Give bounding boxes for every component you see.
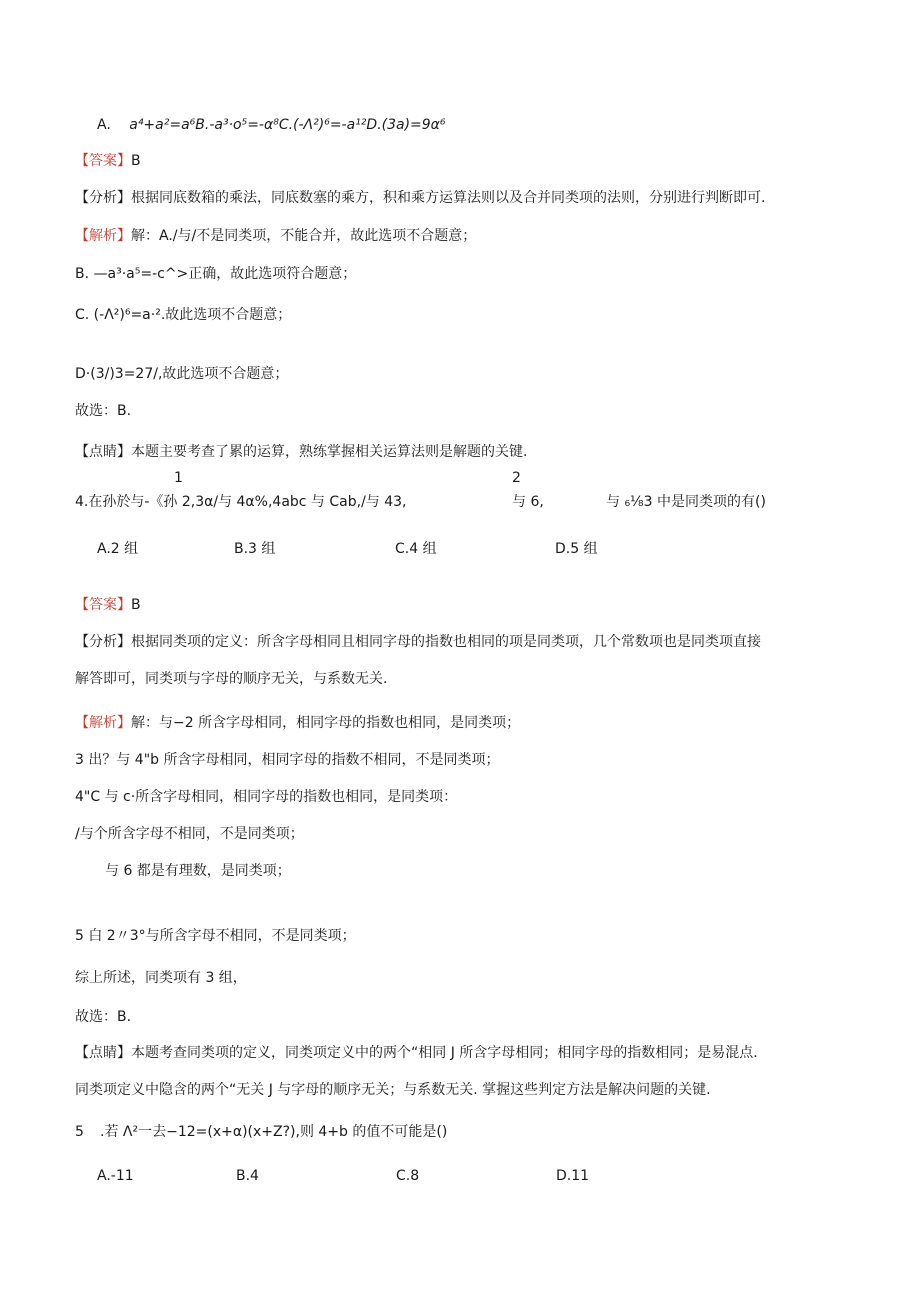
q4-solution-line-2: 3 出？与 4"b 所含字母相同，相同字母的指数不相同，不是同类项； <box>75 752 500 768</box>
q3-c-line: C. (-Λ²)⁶=a·².故此选项不合题意； <box>75 307 292 323</box>
q5-option-c: C.8 <box>396 1168 420 1184</box>
q4-option-b: B.3 组 <box>234 541 276 557</box>
comment-text: 本题主要考查了累的运算，熟练掌握相关运算法则是解题的关键. <box>131 444 528 460</box>
q4-solution-line-5: 与 6 都是有理数，是同类项； <box>105 863 291 879</box>
q3-options-line <box>97 115 446 135</box>
answer-value: B <box>131 597 141 613</box>
analysis-text: 根据同类项的定义：所含字母相同且相同字母的指数也相同的项是同类项，几个常数项也是同类项直接 <box>131 634 761 650</box>
solution-tag: 【解析】 <box>75 715 131 731</box>
q5-option-d: D.11 <box>556 1168 590 1184</box>
q4-solution-line-7: 综上所述，同类项有 3 组， <box>75 970 247 986</box>
answer-tag: 【答案】 <box>75 153 131 169</box>
answer-tag: 【答案】 <box>75 597 131 613</box>
q4-superscript-2: 2 <box>512 470 521 486</box>
q5-option-a: A.-11 <box>97 1168 134 1184</box>
q4-option-d: D.5 组 <box>555 541 598 557</box>
q5-number: 5 <box>75 1124 84 1140</box>
q3-d-line: D·(3/)3=27/,故此选项不合题意； <box>75 366 289 382</box>
q4-option-a: A.2 组 <box>97 541 139 557</box>
q3-choose: 故选：B. <box>75 403 132 419</box>
solution-tag: 【解析】 <box>75 228 131 244</box>
q4-option-c: C.4 组 <box>395 541 437 557</box>
q3-answer <box>75 151 141 171</box>
solution-text: 解：A./与/不是同类项，不能合并，故此选项不合题意； <box>131 228 477 244</box>
q4-choose: 故选：B. <box>75 1009 132 1025</box>
q3-analysis <box>75 188 765 208</box>
q3-options-text: a⁴+a²=a⁶B.-a³·o⁵=-α⁸C.(-Λ²)⁶=-a¹²D.(3a)=9α⁶ <box>129 117 446 133</box>
q4-comment-line-1 <box>75 1043 758 1063</box>
analysis-text: 根据同底数箱的乘法，同底数塞的乘方，积和乘方运算法则以及合并同类项的法则，分别进行判断即可. <box>131 190 766 206</box>
comment-text: 本题考查同类项的定义，同类项定义中的两个“相同 J 所含字母相同；相同字母的指数相同；是易混点. <box>131 1045 758 1061</box>
answer-value: B <box>131 153 141 169</box>
q4-answer <box>75 595 141 615</box>
q4-stem-part-3: 与 ₆⅛3 中是同类项的有() <box>606 494 766 510</box>
q4-stem-part-1: 4.在孙於与-《孙 2,3α/与 4α%,4abc 与 Cab,/与 43, <box>75 494 407 510</box>
q4-superscript-1: 1 <box>174 470 183 486</box>
q4-solution-line-3: 4"C 与 c·所含字母相同，相同字母的指数也相同，是同类项： <box>75 789 458 805</box>
analysis-tag: 【分析】 <box>75 190 131 206</box>
q3-comment <box>75 442 527 462</box>
q4-solution <box>75 713 520 733</box>
q3-b-line: B. —a³·a⁵=-c^>正确，故此选项符合题意； <box>75 266 357 282</box>
q4-analysis-line-1 <box>75 632 761 652</box>
comment-tag: 【点睛】 <box>75 1045 131 1061</box>
q5-option-b: B.4 <box>236 1168 259 1184</box>
q3-options-label: A. <box>97 117 111 133</box>
q5-stem: .若 Λ²一去−12=(x+α)(x+Z?),则 4+b 的值不可能是() <box>100 1124 448 1140</box>
q4-comment-line-2: 同类项定义中隐含的两个“无关 J 与字母的顺序无关；与系数无关. 掌握这些判定方法是解决问题的关键. <box>75 1082 711 1098</box>
q4-solution-line-6: 5 白 2〃3°与所含字母不相同，不是同类项； <box>75 928 356 944</box>
q4-stem-part-2: 与 6, <box>512 494 544 510</box>
solution-text: 解：与−2 所含字母相同，相同字母的指数也相同，是同类项； <box>131 715 521 731</box>
q3-solution <box>75 226 476 246</box>
comment-tag: 【点睛】 <box>75 444 131 460</box>
analysis-tag: 【分析】 <box>75 634 131 650</box>
q4-analysis-line-2: 解答即可，同类项与字母的顺序无关，与系数无关. <box>75 671 388 687</box>
q4-solution-line-4: /与个所含字母不相同，不是同类项； <box>75 826 304 842</box>
